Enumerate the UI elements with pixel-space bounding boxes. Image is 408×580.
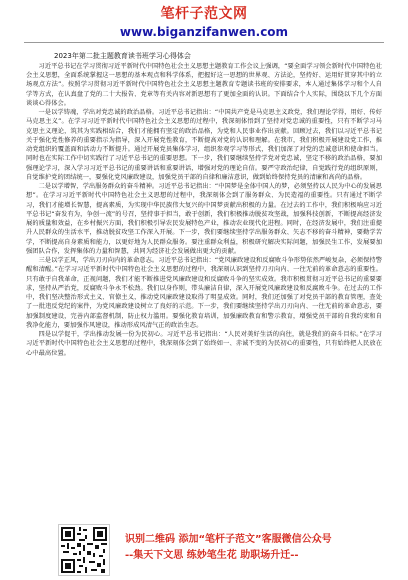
qr-code-icon[interactable]: [58, 524, 110, 576]
paragraph-discipline: 三是以学正风，学出刀刃向内的革命意志。习近平总书记指出：“党风廉政建设和反腐败斗争形势依然严峻复杂，必须保持警醒和清醒。”在学习习近平新时代中国特色社会主义思想的过程中，我深刻认识到坚持刀刃向内、一往无前的革命意志的重要性。只有敢于自我革命，正视问题，我们才能不断推进党风廉政建设和反腐败斗争的坚实成效。我市积极贯彻习近平总书记的重要要求，坚持从严治党，反腐败斗争永不松劲。我们以身作则，带头廉洁自律，深入开展党风廉政建设和反腐败斗争。在过去的工作中，我们坚决整治形式主义、官僚主义，推动党风廉政建设取得了明显成效。同时，我们还加强了对党员干部的教育管理，查处了一批违反党纪的案件，为党风廉政建设树立了良好的示范。下一步，我们要继续坚持学出刀刃向内、一往无前的革命意志，要加强制度建设，完善内部监督机制，防止权力滥用。要强化教育培训，加强廉政教育和警示教育，增强党员干部的自我约束和自我净化能力，要加强作风建设，推动形成风清气正的政治生态。: [26, 257, 382, 329]
promo-text: [125, 532, 365, 564]
site-url[interactable]: www.biganzifanwen.com: [119, 25, 289, 39]
promo-footer: [0, 512, 408, 580]
header-divider: [24, 42, 384, 43]
promo-line-2: --集天下文思 练妙笔生花 助职场升迁--: [125, 550, 299, 561]
document-title: 2023年第二批主题教育读书班学习心得体会: [54, 52, 191, 60]
promo-line-1: 识别二维码 添加“笔杆子范文”客服微信公众号: [125, 534, 332, 545]
paragraph-service: 二是以学增智，学出服务群众的奋斗精神。习近平总书记指出：“中国梦是全体中国人的梦，必须坚持以人民为中心的发展思想”。在学习习近平新时代中国特色社会主义思想的过程中，我深刻体会到了服务群众、为民造福的重要性。只有通过不断学习，我们才能增长智慧，提高素质，为实现中华民族伟大复兴的中国梦贡献出积极的力量。在过去的工作中，我们积极响应习近平总书记“奋发有为，争创一流”的号召，坚持事于担当，敢于创新，我们积极推动脱贫攻坚战，加强科技创新，不断提高经济发展的质量和效益，在乡村振兴方面，我们积极引导农民发展特色产业，推动农业现代化进程。同时，在经济发展中，我们注重提升人民群众的生活水平，推动脱贫攻坚工作深入开展。下一步，我们要继续坚持学出服务群众、矢志不移的奋斗精神，要勤学苦学，不断提高自身素质和能力，以更好地为人民群众服务。要注重群众利益，积极研究解决实际问题，加强民生工作，发展要加强团队合作，发挥集体的力量和智慧，共同为经济社会发展做出更大的贡献。: [26, 183, 382, 255]
site-name: 笔杆子范文网: [160, 6, 248, 22]
paragraph-development: 四是以学促干，学出推动发展一份为民初心。习近平总书记指出：“人民对美好生活的向往，就是我们的奋斗目标。”在学习习近平新时代中国特色社会主义思想的过程中，我深刻体会到了始终如一、赤诚不变的为民初心的重要性，只有始终把人民放在心中最高位置。: [26, 331, 382, 357]
document-body: [26, 52, 382, 512]
site-header: [0, 0, 408, 46]
site-title: [0, 5, 408, 23]
paragraph-intro: 习近平总书记在学习贯彻习近平新时代中国特色社会主义思想主题教育工作会议上强调，“要全面学习领会新时代中国特色社会主义思想，全面系统掌握这一思想的基本观点和科学体系，把握好这一思想的世界观、方法论，坚持好、运用好贯穿其中的立场观点方法”。按照学习贯彻习近平新时代中国特色社会主义思想主题教育专题读书班的安排要求，本人通过集体学习和个人自学等方式，在认真盘了党的二十大报告、党章等有关内容对新思想有了更加全面的认识。下面结合个人实际，围绕以下几个方面谈谈心得体会。: [26, 62, 382, 107]
paragraph-loyalty: 一是以学铸魂，学出对党忠诚的政治品格。习近平总书记指出：“中国共产党是马克思主义政党，我们理论学得，用好、传好马克思主义”。在学习习近平新时代中国特色社会主义思想的过程中，我深刻体悟到了坚持对党忠诚的重要性，只有不断学习马克思主义理论，筑其为实践相结合，我们才能拥有坚定的政治品格，为党和人民事业作出贡献。回顾过去，我们以习近平总书记关于强化党性修养的重要指示为指导，深入开展党性教育，不断提高对党的认识和理解。在我市，我们积极开展建设党工作，推动党组织的覆盖面和活动力不断提升。通过开展党员集体学习，组织参观学习等形式，我们加深了对党的忠诚意识和使命担当。同时也在实际工作中切实践行了习近平总书记的重要思想。下一步，我们要继续坚持学党对党忠诚，坚定不移的政治品格，要加强理论学习，深入学习习近平总书记的重要讲话和重要讲话，增强对党的理论自信。要严守政治纪律，自觉践行党的组织原则，自觉维护党的团结统一，要强化党风廉政建设，加强党员干部的自律和廉洁意识，做到始终保持党员的清廉和高尚的品格。: [26, 109, 382, 181]
